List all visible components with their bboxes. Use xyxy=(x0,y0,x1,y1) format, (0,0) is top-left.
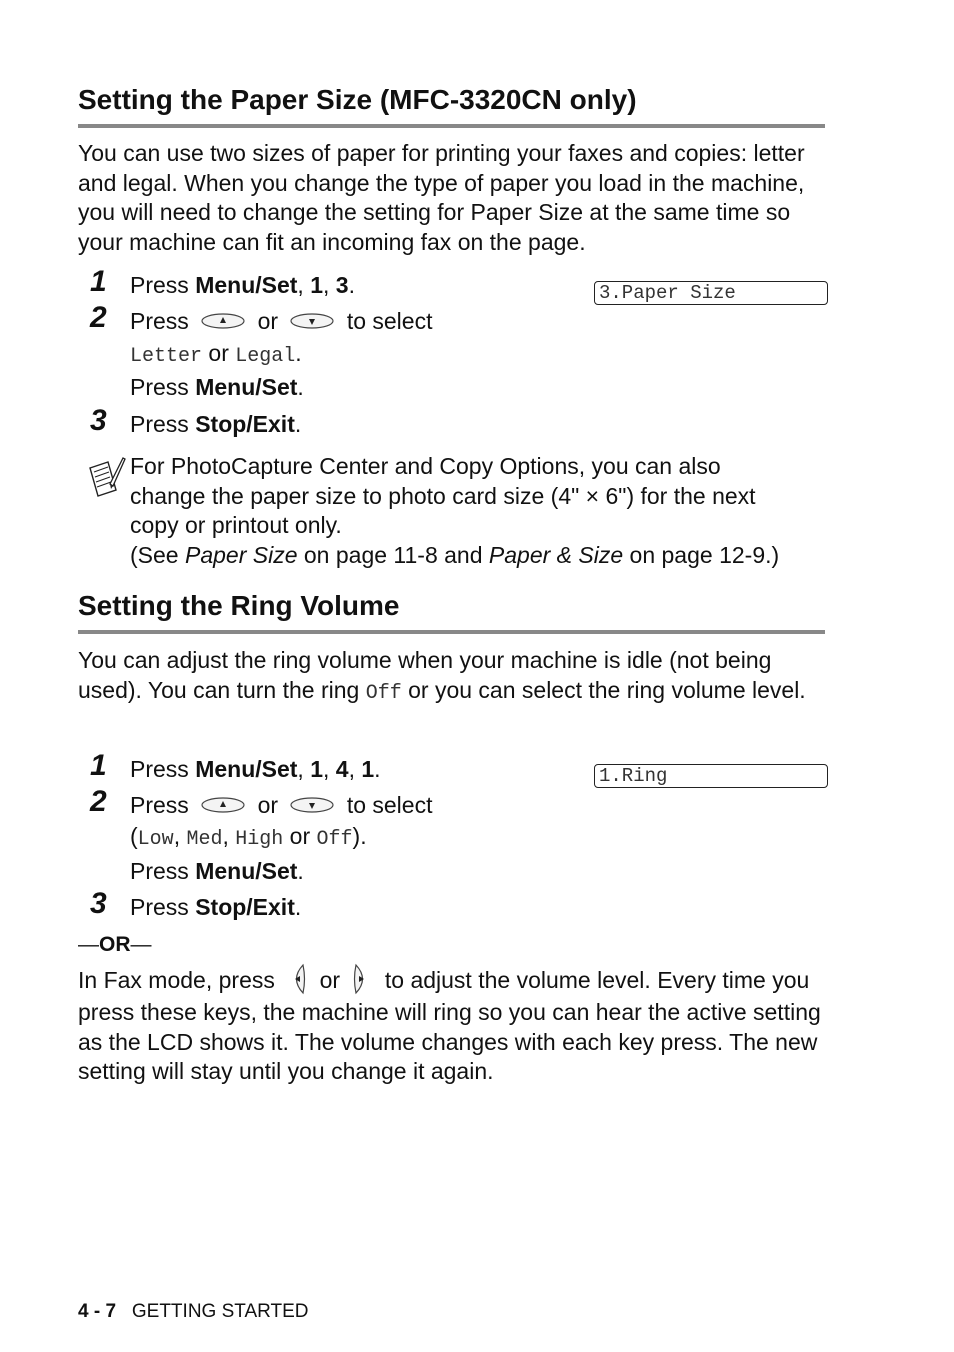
right-arrow-key-icon xyxy=(352,963,372,995)
up-arrow-key-icon xyxy=(201,797,245,813)
step-text: to select xyxy=(346,308,433,334)
note-text: on page 12-9.) xyxy=(623,541,780,568)
punctuation: . xyxy=(374,756,381,782)
option-low: Low xyxy=(137,828,174,851)
step-text: Press xyxy=(130,308,189,334)
step-text: Press xyxy=(130,894,196,920)
separator: , xyxy=(323,756,336,782)
option-legal: Legal xyxy=(235,345,296,368)
option-letter: Letter xyxy=(130,345,203,368)
step-2-ring-confirm xyxy=(130,857,304,886)
step-text: Press xyxy=(130,374,196,400)
step-text: to select xyxy=(346,792,433,818)
menu-set-key-label: Menu/Set xyxy=(195,272,298,298)
section-title-ring-volume: Setting the Ring Volume xyxy=(78,590,400,621)
step-2-confirm xyxy=(130,373,304,402)
step-number: 1 xyxy=(90,749,107,782)
paper-size-intro: You can use two sizes of paper for printing your faxes and copies: letter and legal. When you change the type of paper you load in the machine, you will need to change the setting for Paper Size at the same time so your machine can fit an incoming fax on the page. xyxy=(78,140,805,255)
step-2-options xyxy=(130,339,302,371)
step-2-ring-options xyxy=(130,822,367,854)
option-med: Med xyxy=(186,828,223,851)
step-1-ring xyxy=(130,755,381,784)
section-divider xyxy=(78,630,825,634)
intro-text: You can adjust the ring volume when your machine is idle (not being used). You can turn the ring xyxy=(78,647,772,703)
step-text: Press xyxy=(130,858,196,884)
reference-paper-and-size: Paper & Size xyxy=(488,541,624,568)
stop-exit-key-label: Stop/Exit xyxy=(195,894,295,920)
option-off: Off xyxy=(316,828,353,851)
key-label: 1 xyxy=(310,756,323,782)
or-text: or xyxy=(202,340,236,366)
section-divider xyxy=(78,124,825,128)
note-line: For PhotoCapture Center and Copy Options, you can also xyxy=(130,453,721,479)
chapter-label: GETTING STARTED xyxy=(131,1301,309,1322)
intro-text: or you can select the ring volume level. xyxy=(401,676,806,703)
note-reference-line xyxy=(130,541,830,571)
step-text: Press xyxy=(130,411,196,437)
step-text: Press xyxy=(130,756,196,782)
down-arrow-key-icon xyxy=(290,797,334,813)
lcd-display-paper-size: 3.Paper Size xyxy=(594,281,828,305)
punctuation: ( xyxy=(130,823,138,849)
step-number: 3 xyxy=(90,887,107,920)
step-text: Press xyxy=(130,272,196,298)
option-off: Off xyxy=(365,681,402,705)
key-label: 3 xyxy=(335,272,349,298)
step-number: 3 xyxy=(90,404,107,437)
punctuation: . xyxy=(295,340,302,366)
reference-paper-size: Paper Size xyxy=(184,541,298,568)
left-arrow-key-icon xyxy=(287,963,307,995)
note-line: copy or printout only. xyxy=(130,512,342,538)
key-label: 1 xyxy=(310,272,323,298)
instruction-text: to adjust the volume level. Every time you press these keys, the machine will ring so you can hear the active setting as the LCD shows it. The volume changes with each key press. The new setting will stay until you change it again. xyxy=(78,967,821,1084)
step-1-paper xyxy=(130,271,355,300)
key-label: 4 xyxy=(335,756,349,782)
instruction-text: In Fax mode, press xyxy=(78,967,282,994)
punctuation: . xyxy=(294,894,302,920)
punctuation: . xyxy=(294,411,302,437)
step-3-paper xyxy=(130,410,301,439)
section-title-paper-size: Setting the Paper Size (MFC-3320CN only) xyxy=(78,84,637,115)
or-text: or xyxy=(257,792,279,818)
step-number: 2 xyxy=(90,785,107,818)
punctuation: . xyxy=(348,272,355,298)
dash: — xyxy=(130,933,152,956)
step-3-ring xyxy=(130,893,301,922)
separator: , xyxy=(297,272,311,298)
punctuation: . xyxy=(297,858,304,884)
step-2-paper xyxy=(130,307,432,336)
or-text: or xyxy=(283,823,317,849)
menu-set-key-label: Menu/Set xyxy=(195,374,298,400)
separator: , xyxy=(297,756,311,782)
step-text: Press xyxy=(130,792,189,818)
step-2-ring xyxy=(130,791,432,820)
up-arrow-key-icon xyxy=(201,313,245,329)
note-text: (See xyxy=(130,541,185,568)
dash: — xyxy=(78,933,99,956)
step-number: 2 xyxy=(90,301,107,334)
photocapture-note xyxy=(130,452,830,570)
or-separator xyxy=(78,931,152,959)
or-label: OR xyxy=(99,933,131,956)
page-footer xyxy=(78,1301,309,1323)
punctuation: ). xyxy=(352,823,367,849)
step-number: 1 xyxy=(90,265,107,298)
fax-mode-instructions xyxy=(78,966,828,1087)
menu-set-key-label: Menu/Set xyxy=(195,858,298,884)
lcd-display-ring: 1.Ring xyxy=(594,764,828,788)
down-arrow-key-icon xyxy=(290,313,334,329)
note-line: change the paper size to photo card size (4" × 6") for the next xyxy=(130,482,756,509)
menu-set-key-label: Menu/Set xyxy=(195,756,298,782)
note-text: on page 11-8 and xyxy=(297,541,489,568)
separator: , xyxy=(173,823,187,849)
stop-exit-key-label: Stop/Exit xyxy=(195,411,295,437)
separator: , xyxy=(222,823,236,849)
or-text: or xyxy=(257,308,279,334)
note-pencil-icon xyxy=(86,456,126,498)
separator: , xyxy=(348,756,362,782)
punctuation: . xyxy=(297,374,304,400)
ring-volume-intro xyxy=(78,646,828,708)
option-high: High xyxy=(235,828,284,851)
or-text: or xyxy=(313,967,347,994)
key-label: 1 xyxy=(361,756,375,782)
separator: , xyxy=(323,272,336,298)
page-number: 4 - 7 xyxy=(78,1301,117,1322)
